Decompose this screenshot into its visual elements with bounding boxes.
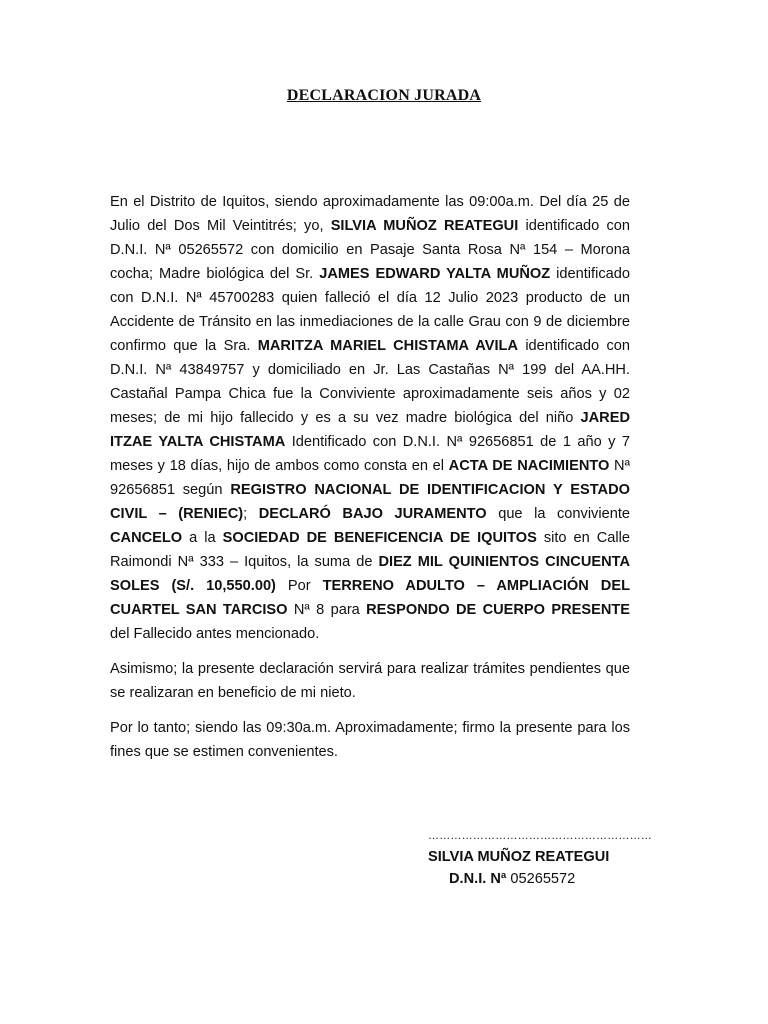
text-segment: En el Distrito de Iquitos, siendo aproximadamente las 09:00a.m. Del día 25 de Julio del Dos Mil Veintitrés; yo,	[110, 194, 630, 234]
registry-name: REGISTRO NACIONAL DE IDENTIFICACION Y ESTADO CIVIL – (RENIEC)	[110, 482, 630, 522]
text-segment: a la	[182, 530, 223, 546]
institution-name: SOCIEDAD DE BENEFICENCIA DE IQUITOS	[222, 530, 537, 546]
signer-dni	[449, 868, 652, 890]
deceased-name: JAMES EDWARD YALTA MUÑOZ	[319, 266, 551, 282]
text-segment: Identificado con D.N.I. Nª 92656851 de 1 año y 7 meses y 18 días, hijo de ambos como consta en el	[110, 434, 631, 474]
text-segment: del Fallecido antes mencionado.	[110, 626, 320, 642]
signature-block	[428, 829, 652, 890]
closing-paragraph: Por lo tanto; siendo las 09:30a.m. Aproximadamente; firmo la presente para los fines que se estimen convenientes.	[110, 720, 630, 760]
declaration-paragraph	[110, 190, 630, 646]
text-segment: que la conviviente	[486, 506, 630, 522]
text-segment: identificado con D.N.I. Nª 05265572 con domicilio en Pasaje Santa Rosa Nª 154 – Morona cocha; Madre biológica del Sr.	[110, 218, 630, 282]
declarant-name: SILVIA MUÑOZ REATEGUI	[330, 218, 519, 234]
plot-description: TERRENO ADULTO – AMPLIACIÓN DEL CUARTEL SAN TARCISO	[110, 578, 630, 618]
purpose-paragraph: Asimismo; la presente declaración servirá para realizar trámites pendientes que se realizaran en beneficio de mi nieto.	[110, 661, 630, 701]
text-segment: Nª 8 para	[287, 602, 367, 618]
text-segment: sito en Calle Raimondi Nª 333 – Iquitos, la suma de	[110, 530, 630, 570]
text-segment: Nª 92656851 según	[110, 458, 630, 498]
child-name: JARED ITZAE YALTA CHISTAMA	[110, 410, 630, 450]
amount: DIEZ MIL QUINIENTOS CINCUENTA SOLES (S/. 10,550.00)	[110, 554, 631, 594]
dni-value: 05265572	[506, 871, 576, 887]
signer-name: SILVIA MUÑOZ REATEGUI	[428, 849, 610, 865]
text-segment: identificado con D.N.I. Nª 43849757 y domiciliado en Jr. Las Castañas Nª 199 del AA.HH. Castañal Pampa Chica fue la Conviviente aproximadamente seis años y 02 meses; de mi hijo fallecido y es a su vez madre biológica del niño	[110, 338, 630, 426]
oath-statement: DECLARÓ BAJO JURAMENTO	[258, 506, 487, 522]
birth-certificate-label: ACTA DE NACIMIENTO	[448, 458, 610, 474]
dni-label: D.N.I. Nª	[449, 871, 507, 887]
text-segment: Por	[275, 578, 323, 594]
payment-verb: CANCELO	[110, 530, 183, 546]
document-title: DECLARACION JURADA	[286, 87, 482, 104]
partner-name: MARITZA MARIEL CHISTAMA AVILA	[257, 338, 518, 354]
text-segment: identificado con D.N.I. Nª 45700283 quien falleció el día 12 Julio 2023 producto de un Accidente de Tránsito en las inmediaciones de la calle Grau con 9 de diciembre confirmo que la Sra.	[110, 266, 630, 354]
signature-line: ……………………………………………………	[428, 830, 652, 842]
responsibility-statement: RESPONDO DE CUERPO PRESENTE	[366, 602, 631, 618]
text-segment: ;	[243, 506, 259, 522]
document-body	[110, 190, 630, 764]
